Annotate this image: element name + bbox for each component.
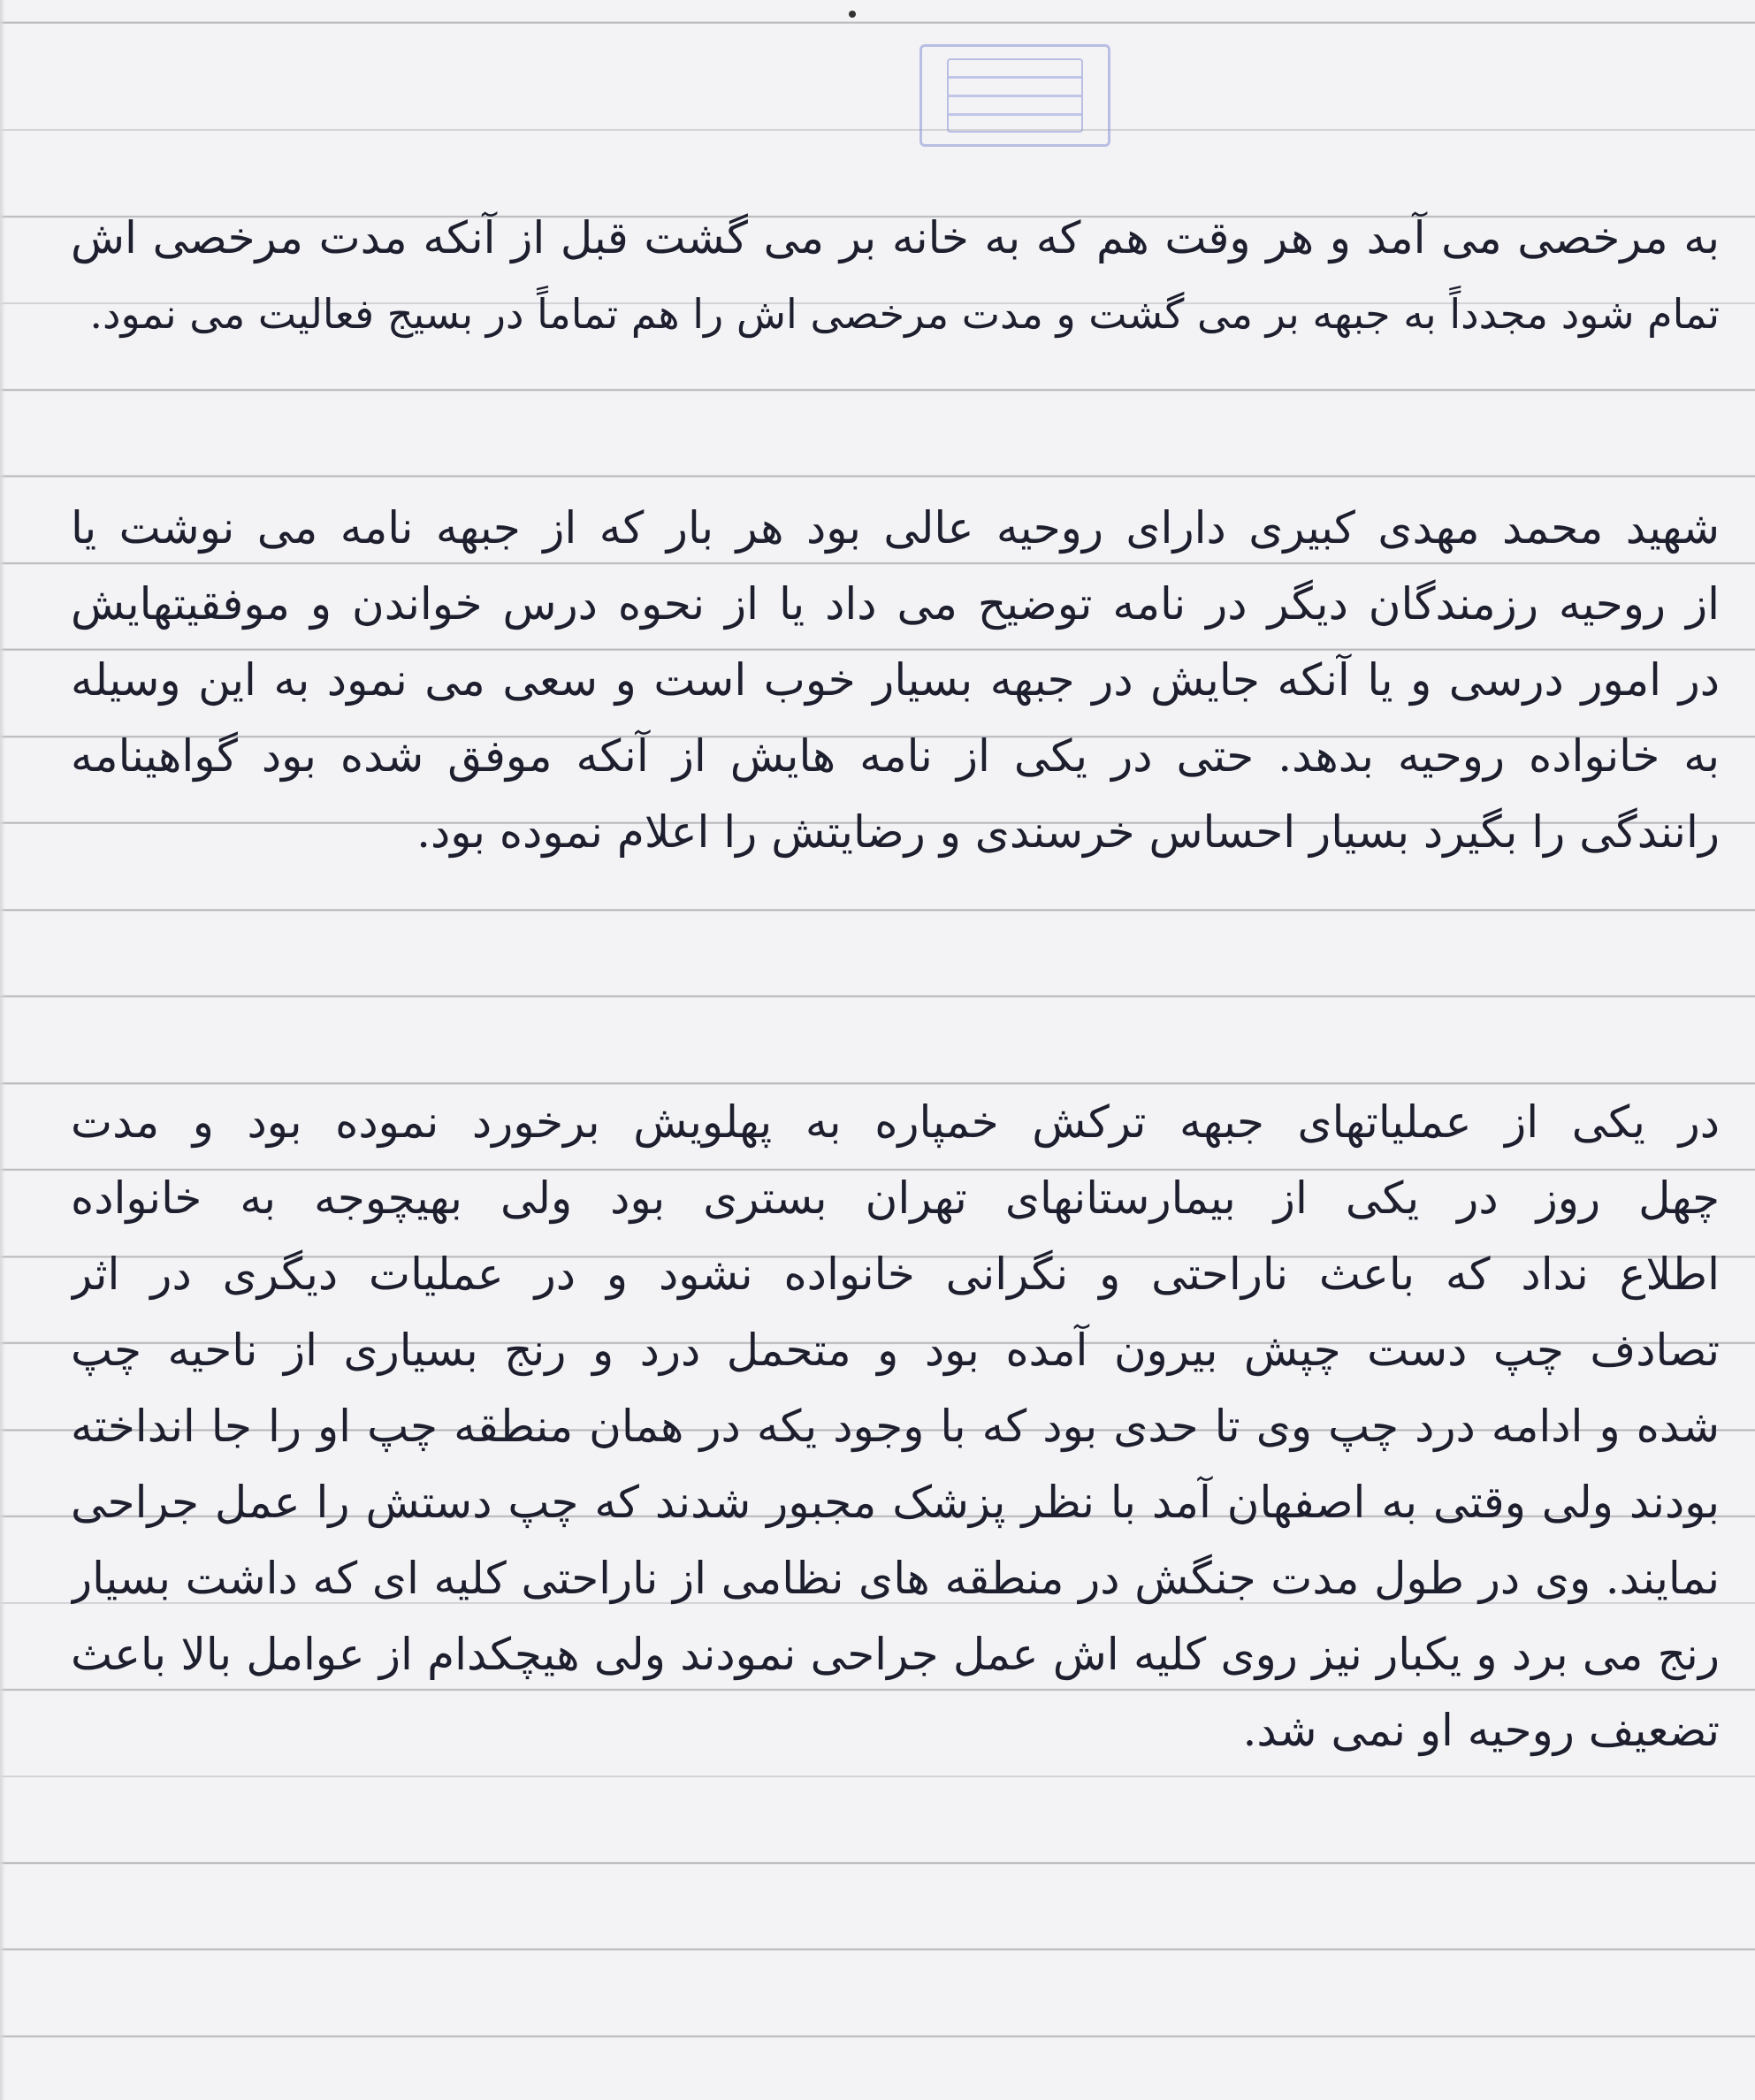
paragraph-1: [71, 200, 1720, 352]
text-line: رانندگی را بگیرد بسیار احساس خرسندی و رضایتش را اعلام نموده بود.: [416, 806, 1720, 858]
text-line: تصادف چپ دست چپش بیرون آمده بود و متحمل درد و رنج بسیاری از ناحیه چپ: [71, 1325, 1720, 1376]
text-line: رنج می برد و یکبار نیز روی کلیه اش عمل جراحی نمودند ولی هیچکدام از عوامل بالا باعث: [71, 1629, 1720, 1680]
text-line: به خانواده روحیه بدهد. حتی در یکی از نامه هایش از آنکه موفق شده بود گواهینامه: [71, 730, 1720, 782]
text-line: نمایند. وی در طول مدت جنگش در منطقه های نظامی از ناراحتی کلیه ای که داشت بسیار: [71, 1553, 1720, 1604]
page-edge: [0, 0, 5, 2100]
text-line: در یکی از عملیاتهای جبهه ترکش خمپاره به پهلویش برخورد نموده بود و مدت: [71, 1096, 1720, 1148]
text-line: بودند ولی وقتی به اصفهان آمد با نظر پزشک مجبور شدند که چپ دستش را عمل جراحی: [71, 1477, 1720, 1528]
stamp-icon: [919, 44, 1110, 147]
text-line: چهل روز در یکی از بیمارستانهای تهران بستری بود ولی بهیچوجه به خانواده: [71, 1172, 1720, 1224]
paragraph-2: [71, 490, 1720, 870]
text-line: اطلاع نداد که باعث ناراحتی و نگرانی خانواده نشود و در عملیات دیگری در اثر: [71, 1249, 1720, 1300]
paragraph-3: [71, 1084, 1720, 1768]
text-line: به مرخصی می آمد و هر وقت هم که به خانه بر می گشت قبل از آنکه مدت مرخصی اش: [71, 212, 1720, 263]
text-line: در امور درسی و یا آنکه جایش در جبهه بسیار خوب است و سعی می نمود به این وسیله: [71, 654, 1720, 706]
text-line: تضعیف روحیه او نمی شد.: [1242, 1705, 1720, 1756]
text-line: از روحیه رزمندگان دیگر در نامه توضیح می داد یا از نحوه درس خواندن و موفقیتهایش: [71, 578, 1720, 630]
text-line: تمام شود مجدداً به جبهه بر می گشت و مدت مرخصی اش را هم تماماً در بسیج فعالیت می نمود.: [89, 290, 1720, 338]
text-line: شهید محمد مهدی کبیری دارای روحیه عالی بود هر بار که از جبهه نامه می نوشت یا: [71, 502, 1720, 554]
text-line: شده و ادامه درد چپ وی تا حدی بود که با وجود یکه در همان منطقه چپ او را جا انداخته: [71, 1401, 1720, 1452]
stamp-inner: [947, 58, 1083, 133]
ink-dot: [849, 11, 856, 18]
